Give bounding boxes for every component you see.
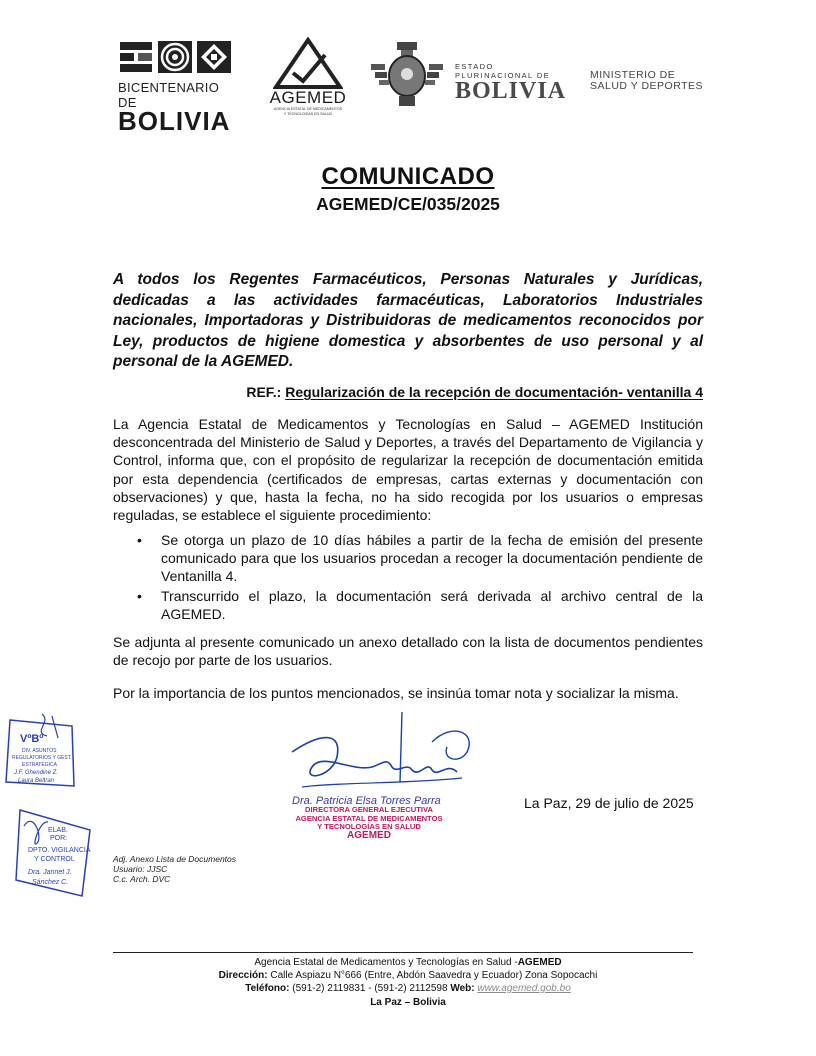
signer-stamp-line-3: Y TECNOLOGÍAS EN SALUD bbox=[317, 822, 421, 832]
bullet-item bbox=[113, 531, 703, 586]
bicentenario-logo bbox=[118, 40, 240, 136]
elab-line-3: DPTO. VIGILANCIA bbox=[28, 847, 91, 854]
elab-line-1: ELAB. bbox=[48, 827, 68, 834]
bullet-item bbox=[113, 587, 703, 623]
reference-item: C.c. Arch. DVC bbox=[113, 874, 171, 884]
place-date: La Paz, 29 de julio de 2025 bbox=[524, 795, 694, 811]
signer-name: Dra. Patricia Elsa Torres Parra bbox=[292, 795, 441, 807]
footer-contact bbox=[0, 983, 816, 996]
estado-small-text: ESTADO PLURINACIONAL DE bbox=[455, 62, 551, 80]
footer-address-text: Calle Aspiazu N°666 (Entre, Abdón Saavedra y Ecuador) Zona Sopocachi bbox=[270, 970, 598, 981]
ministerio-line-2: SALUD Y DEPORTES bbox=[590, 80, 704, 92]
bullet-text: Transcurrido el plazo, la documentación será derivada al archivo central de la AGEMED. bbox=[161, 587, 703, 622]
ministerio-label bbox=[590, 70, 703, 92]
bicentenario-chakana-icon bbox=[196, 40, 232, 74]
footer-agency bbox=[0, 957, 816, 970]
agemed-logo-sub-1: AGENCIA ESTATAL DE MEDICAMENTOS bbox=[273, 107, 343, 111]
vobo-line-5: Laura Beltran bbox=[18, 778, 55, 784]
elaborado-stamp bbox=[14, 800, 96, 900]
paragraph-2: Se adjunta al presente comunicado un anexo detallado con la lista de documentos pendientes de recojo por parte de los usuarios. bbox=[113, 634, 703, 669]
footer-address bbox=[0, 970, 816, 983]
vobo-title: VºBº bbox=[20, 733, 44, 745]
elab-line-6: Sánchez C. bbox=[32, 879, 69, 886]
signer-stamp-line-1: DIRECTORA GENERAL EJECUTIVA bbox=[305, 805, 433, 814]
bullet-text: Se otorga un plazo de 10 días hábiles a partir de la fecha de emisión del presente comunicado para que los usuarios procedan a recoger la documentación pendiente de Ventanilla 4. bbox=[161, 532, 703, 585]
agemed-triangle-icon bbox=[273, 37, 343, 89]
addressee: A todos los Regentes Farmacéuticos, Personas Naturales y Jurídicas, dedicadas a las actividades farmacéuticas, Laboratorios Industriales nacionales, Importadoras y Distribuidoras de medicamentos reconocidos por Ley, productos de higiene domestica y absorbentes de uso personal y al personal de la AGEMED. bbox=[113, 271, 703, 370]
signer-stamp-line-2: AGENCIA ESTATAL DE MEDICAMENTOS bbox=[295, 813, 443, 823]
footer-divider bbox=[113, 952, 693, 953]
elab-line-5: Dra. Jannet J. bbox=[28, 869, 72, 876]
bullet-dot-icon: • bbox=[137, 587, 142, 604]
agemed-logo bbox=[263, 37, 353, 119]
elab-line-4: Y CONTROL bbox=[34, 856, 75, 863]
ministerio-line-1: MINISTERIO DE bbox=[590, 69, 676, 81]
vobo-line-1: DIV. ASUNTOS bbox=[22, 748, 57, 754]
estado-plurinacional bbox=[455, 62, 575, 102]
bicentenario-big-text: BOLIVIA bbox=[118, 106, 231, 136]
reference-text: Regularización de la recepción de documentación- ventanilla 4 bbox=[285, 384, 703, 400]
document-title-wrap bbox=[0, 163, 816, 191]
vobo-line-3: ESTRATÉGICA bbox=[22, 762, 57, 768]
signer-stamp bbox=[284, 806, 454, 840]
bicentenario-spiral-icon bbox=[157, 40, 193, 74]
reference-line bbox=[246, 384, 703, 400]
footer-agency-text: Agencia Estatal de Medicamentos y Tecnologías en Salud - bbox=[254, 957, 518, 968]
bullet-dot-icon: • bbox=[137, 532, 142, 548]
document-references bbox=[113, 854, 236, 884]
signature-scribble bbox=[282, 712, 482, 802]
estado-big-text: BOLIVIA bbox=[455, 78, 567, 104]
footer-web-link[interactable]: www.agemed.gob.bo bbox=[477, 983, 571, 994]
bicentenario-small-text: BICENTENARIO DE bbox=[118, 80, 220, 110]
reference-item: Usuario: JJSC bbox=[113, 864, 168, 874]
footer-address-label: Dirección: bbox=[218, 970, 268, 981]
document-title: COMUNICADO bbox=[321, 163, 495, 190]
footer-phone-text: (591-2) 2119831 - (591-2) 2112598 bbox=[292, 983, 448, 994]
vobo-line-4: J.F. Ghendine Z. bbox=[14, 770, 58, 776]
bicentenario-glyph-left-icon bbox=[118, 40, 154, 74]
footer-web-label: Web: bbox=[450, 983, 475, 994]
paragraph-1: La Agencia Estatal de Medicamentos y Tecnologías en Salud – AGEMED Institución desconcentrada del Ministerio de Salud y Deportes, a través del Departamento de Vigilancia y Control, informa que, con el propósito de regularizar la recepción de documentación emitida por esta dependencia (certificados de empresas, cartas externas y documentación con observaciones) y que, hasta la fecha, no ha sido recogida por los usuarios o empresas reguladas, se establece el siguiente procedimiento: bbox=[113, 416, 703, 524]
vobo-stamp bbox=[2, 712, 80, 792]
bullet-list bbox=[113, 531, 703, 624]
signer-stamp-line-4: AGEMED bbox=[347, 829, 391, 841]
reference-item: Adj. Anexo Lista de Documentos bbox=[113, 854, 237, 864]
escudo-bolivia-icon bbox=[367, 40, 447, 108]
footer-city: La Paz – Bolivia bbox=[370, 997, 446, 1008]
agemed-logo-sub-2: Y TECNOLOGÍAS EN SALUD bbox=[283, 112, 333, 116]
agemed-logo-word: AGEMED bbox=[269, 88, 347, 107]
vobo-line-2: REGULATORIOS Y GEST. bbox=[12, 755, 72, 761]
paragraph-3: Por la importancia de los puntos mencionados, se insinúa tomar nota y socializar la misma. bbox=[113, 685, 679, 701]
document-code: AGEMED/CE/035/2025 bbox=[316, 194, 500, 214]
reference-label: REF.: bbox=[246, 384, 282, 400]
elab-line-2: POR: bbox=[50, 835, 68, 842]
footer-phone-label: Teléfono: bbox=[245, 983, 290, 994]
footer-agency-bold: AGEMED bbox=[517, 957, 562, 968]
